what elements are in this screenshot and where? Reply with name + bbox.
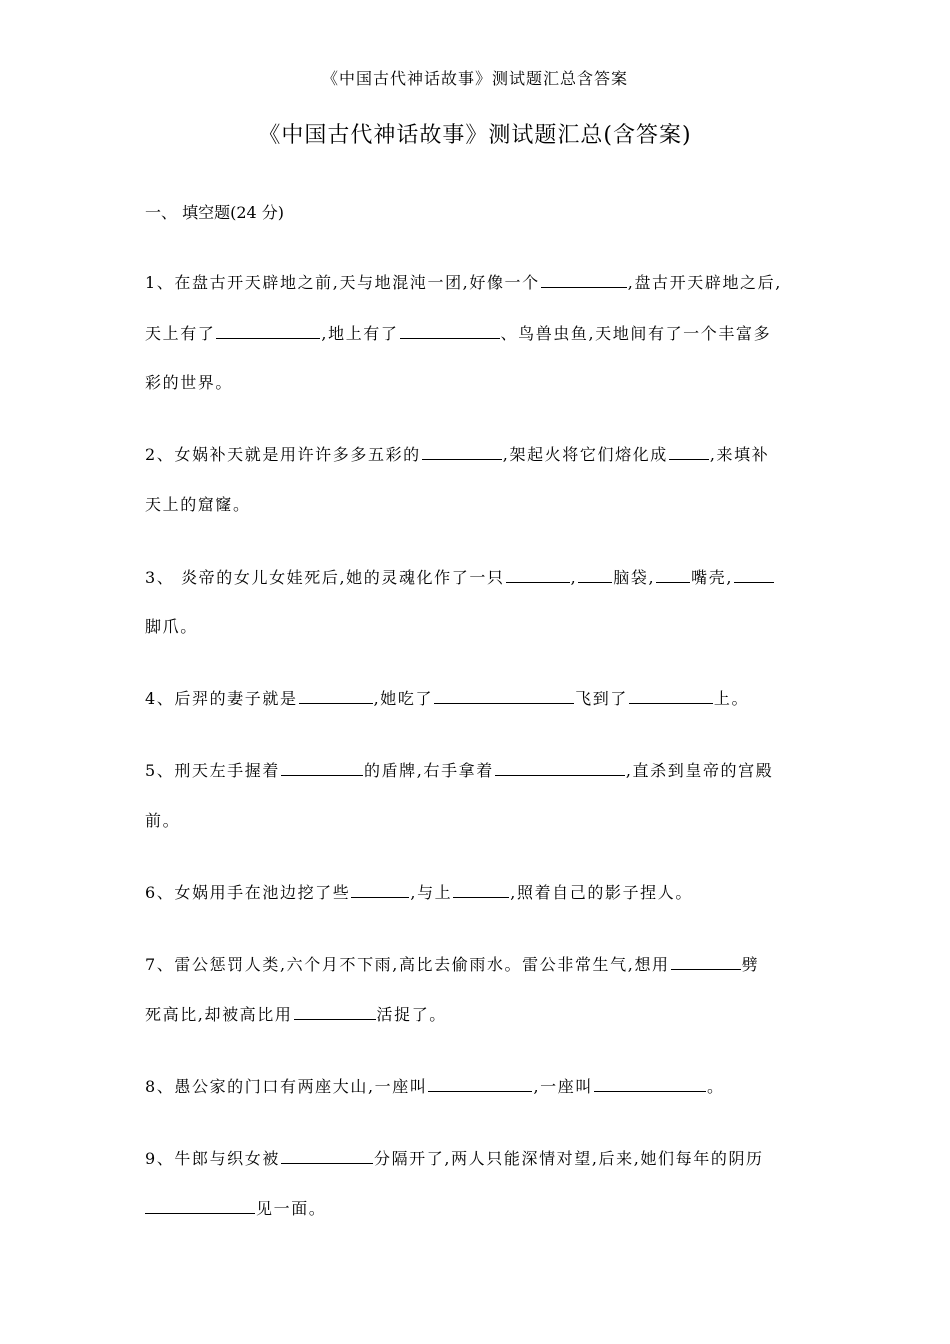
question-1-line-1 xyxy=(145,270,815,293)
answer-blank xyxy=(145,1199,255,1214)
question-2-line-1 xyxy=(145,442,815,465)
question-2-line-2: 天上的窟窿。 xyxy=(145,495,251,514)
question-text: ,她吃了 xyxy=(373,689,434,708)
answer-blank xyxy=(734,568,774,583)
question-text: ,一座叫 xyxy=(533,1077,593,1096)
question-text: 死高比,却被高比用 xyxy=(145,1005,293,1024)
question-text: 劈 xyxy=(741,955,760,974)
question-text: 、鸟兽虫鱼,天地间有了一个丰富多 xyxy=(500,324,772,343)
answer-blank xyxy=(434,689,574,704)
question-text: 7、雷公惩罚人类,六个月不下雨,高比去偷雨水。雷公非常生气,想用 xyxy=(145,955,670,974)
question-text: 2、女娲补天就是用许许多多五彩的 xyxy=(145,445,421,464)
question-9-line-2 xyxy=(145,1196,815,1219)
question-text: , xyxy=(570,568,578,587)
page-header: 《中国古代神话故事》测试题汇总含答案 xyxy=(321,69,628,88)
question-text: 上。 xyxy=(713,689,750,708)
question-text: 8、愚公家的门口有两座大山,一座叫 xyxy=(145,1077,428,1096)
question-1-line-2 xyxy=(145,321,815,344)
question-text: ,直杀到皇帝的宫殿 xyxy=(625,761,774,780)
question-3-line-2: 脚爪。 xyxy=(145,617,198,636)
answer-blank xyxy=(453,883,509,898)
answer-blank xyxy=(422,445,502,460)
answer-blank xyxy=(428,1077,532,1092)
page-title: 《中国古代神话故事》测试题汇总(含答案) xyxy=(258,123,692,148)
question-text: ,来填补 xyxy=(709,445,770,464)
question-text: 飞到了 xyxy=(575,689,628,708)
question-text: 分隔开了,两人只能深情对望,后来,她们每年的阴历 xyxy=(373,1149,764,1168)
question-text: 4、后羿的妻子就是 xyxy=(145,689,298,708)
answer-blank xyxy=(281,761,363,776)
question-1-line-3: 彩的世界。 xyxy=(145,373,234,392)
question-8-line-1 xyxy=(145,1074,815,1097)
question-3-line-1 xyxy=(145,565,815,588)
answer-blank xyxy=(299,689,373,704)
question-text: 见一面。 xyxy=(256,1199,327,1218)
question-7-line-1 xyxy=(145,952,815,975)
question-text: 6、女娲用手在池边挖了些 xyxy=(145,883,351,902)
answer-blank xyxy=(541,273,627,288)
question-7-line-2 xyxy=(145,1002,815,1025)
question-9-line-1 xyxy=(145,1146,815,1169)
question-text: 1、在盘古开天辟地之前,天与地混沌一团,好像一个 xyxy=(145,273,540,292)
answer-blank xyxy=(216,324,320,339)
answer-blank xyxy=(656,568,690,583)
question-text: ,照着自己的影子捏人。 xyxy=(510,883,693,902)
question-text: ,地上有了 xyxy=(321,324,399,343)
question-4-line-1 xyxy=(145,686,815,709)
question-text: 9、牛郎与织女被 xyxy=(145,1149,280,1168)
question-text: 5、刑天左手握着 xyxy=(145,761,280,780)
question-text: ,架起火将它们熔化成 xyxy=(502,445,668,464)
question-text: 嘴壳, xyxy=(691,568,734,587)
answer-blank xyxy=(281,1149,373,1164)
answer-blank xyxy=(495,761,625,776)
question-text: 的盾牌,右手拿着 xyxy=(363,761,494,780)
answer-blank xyxy=(629,689,713,704)
question-text: ,盘古开天辟地之后, xyxy=(627,273,782,292)
question-text: 活捉了。 xyxy=(376,1005,447,1024)
answer-blank xyxy=(351,883,409,898)
answer-blank xyxy=(671,955,741,970)
question-text: 天上有了 xyxy=(145,324,216,343)
question-6-line-1 xyxy=(145,880,815,903)
answer-blank xyxy=(506,568,570,583)
section-heading: 一、 填空题(24 分) xyxy=(145,203,285,222)
question-text: 脑袋, xyxy=(613,568,656,587)
question-5-line-1 xyxy=(145,758,815,781)
question-5-line-2: 前。 xyxy=(145,811,181,830)
question-text: 。 xyxy=(706,1077,725,1096)
answer-blank xyxy=(669,445,709,460)
answer-blank xyxy=(294,1005,376,1020)
question-text: ,与上 xyxy=(410,883,453,902)
answer-blank xyxy=(400,324,500,339)
question-text: 3、 炎帝的女儿女娃死后,她的灵魂化作了一只 xyxy=(145,568,505,587)
answer-blank xyxy=(578,568,612,583)
answer-blank xyxy=(594,1077,706,1092)
